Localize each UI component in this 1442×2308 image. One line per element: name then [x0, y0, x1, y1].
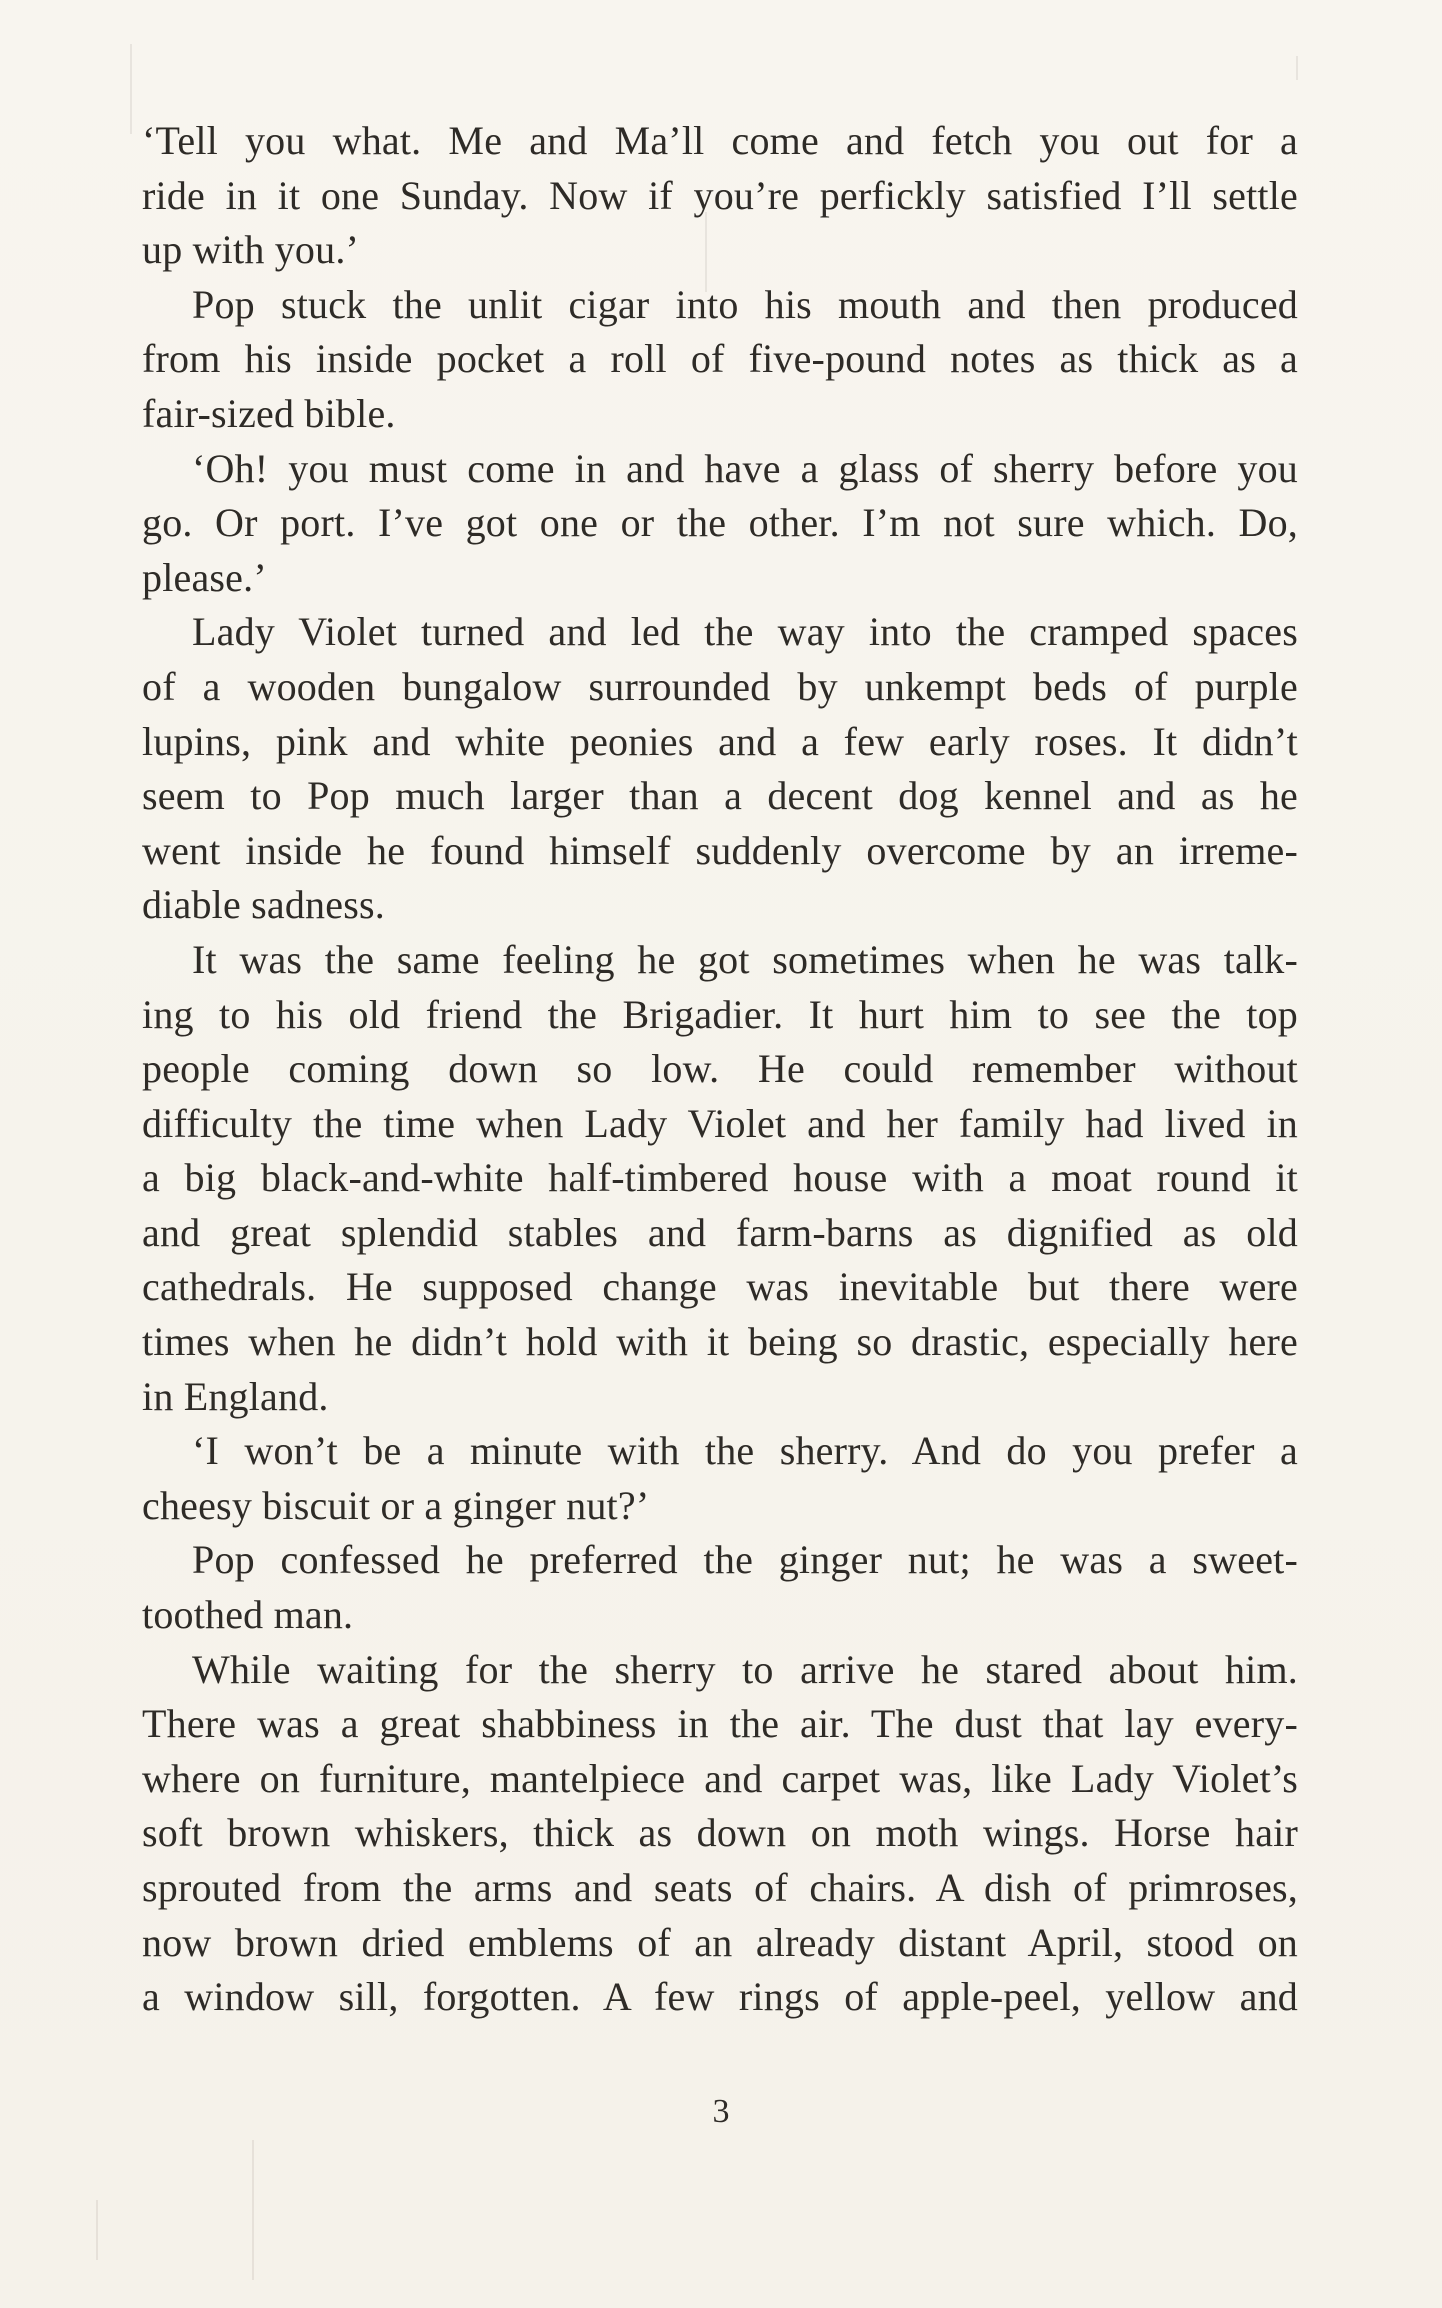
text-line: Lady Violet turned and led the way into the cramped spaces [192, 609, 1298, 655]
text-line: ‘Tell you what. Me and Ma’ll come and fetch you out for a [142, 118, 1298, 163]
text-line: diable sadness. [142, 882, 385, 928]
text-line: from his inside pocket a roll of five-pound notes as thick as a [142, 336, 1298, 382]
scan-artifact-mark [1296, 56, 1298, 80]
text-line: please.’ [142, 554, 267, 600]
text-line: sprouted from the arms and seats of chairs. A dish of primroses, [142, 1865, 1298, 1910]
text-line: ‘Oh! you must come in and have a glass of sherry before you [192, 445, 1298, 491]
text-line: cathedrals. He supposed change was inevitable but there were [142, 1264, 1298, 1310]
scan-artifact-mark [252, 2140, 254, 2280]
text-line: Pop stuck the unlit cigar into his mouth and then produced [192, 281, 1298, 327]
text-line: While waiting for the sherry to arrive he stared about him. [192, 1646, 1298, 1692]
scan-artifact-mark [96, 2200, 98, 2260]
text-line: where on furniture, mantelpiece and carpet was, like Lady Violet’s [142, 1755, 1298, 1801]
body-text [142, 114, 1298, 2025]
text-line: fair-sized bible. [142, 390, 396, 436]
text-line: and great splendid stables and farm-barns as dignified as old [142, 1209, 1298, 1255]
scan-artifact-mark [130, 44, 132, 134]
text-line: ride in it one Sunday. Now if you’re perfickly satisfied I’ll settle [142, 172, 1298, 218]
text-line: lupins, pink and white peonies and a few early roses. It didn’t [142, 718, 1298, 764]
text-line: soft brown whiskers, thick as down on moth wings. Horse hair [142, 1810, 1298, 1856]
text-line: of a wooden bungalow surrounded by unkempt beds of purple [142, 663, 1298, 709]
text-line: cheesy biscuit or a ginger nut?’ [142, 1482, 650, 1528]
page-number: 3 [712, 2093, 730, 2130]
text-line: ing to his old friend the Brigadier. It hurt him to see the top [142, 991, 1298, 1037]
text-line: times when he didn’t hold with it being so drastic, especially here [142, 1319, 1298, 1365]
text-line: people coming down so low. He could remember without [142, 1046, 1298, 1092]
text-line: in England. [142, 1373, 329, 1419]
text-line: toothed man. [142, 1592, 354, 1638]
text-line: now brown dried emblems of an already distant April, stood on [142, 1919, 1298, 1965]
text-line: went inside he found himself suddenly overcome by an irreme- [142, 827, 1298, 873]
text-line: a big black-and-white half-timbered house with a moat round it [142, 1155, 1298, 1201]
text-line: It was the same feeling he got sometimes when he was talk- [192, 936, 1298, 982]
text-line: seem to Pop much larger than a decent dog kennel and as he [142, 773, 1298, 819]
text-line: up with you.’ [142, 227, 360, 273]
text-line: a window sill, forgotten. A few rings of apple-peel, yellow and [142, 1974, 1298, 2020]
text-line: difficulty the time when Lady Violet and her family had lived in [142, 1100, 1298, 1146]
text-line: go. Or port. I’ve got one or the other. I’m not sure which. Do, [142, 500, 1298, 546]
text-line: Pop confessed he preferred the ginger nut; he was a sweet- [192, 1537, 1298, 1583]
text-line: ‘I won’t be a minute with the sherry. And do you prefer a [192, 1428, 1298, 1474]
text-line: There was a great shabbiness in the air. The dust that lay every- [142, 1701, 1298, 1747]
